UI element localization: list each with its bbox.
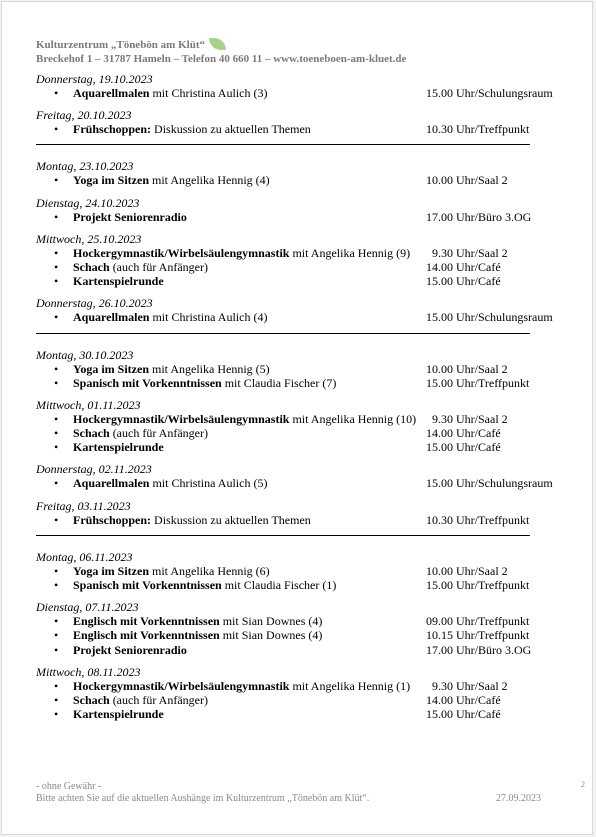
bullet-icon: • <box>54 122 59 137</box>
event-details: Diskussion zu aktuellen Themen <box>151 512 311 527</box>
event-details: (auch für Anfänger) <box>109 692 208 707</box>
event-title: Schach <box>73 259 110 274</box>
leaf-logo-icon <box>209 38 226 50</box>
event-time-location: 15.00 Uhr/Schulungsraum <box>426 476 553 491</box>
event-time-location: 9.30 Uhr/Saal 2 <box>432 245 508 260</box>
event-description <box>73 440 164 454</box>
event-description <box>73 476 267 490</box>
day-date: Mittwoch, 01.11.2023 <box>36 397 141 412</box>
event-title: Kartenspielrunde <box>73 274 164 289</box>
event-entry <box>36 173 566 187</box>
event-title: Englisch mit Vorkenntnissen <box>73 614 220 629</box>
event-details: mit Angelika Hennig (5) <box>149 361 270 376</box>
day-block <box>36 600 566 657</box>
bullet-icon: • <box>54 628 59 643</box>
document-page <box>1 1 593 835</box>
day-date: Dienstag, 07.11.2023 <box>36 600 139 615</box>
event-entry <box>36 707 566 721</box>
bullet-icon: • <box>54 426 59 441</box>
day-date: Dienstag, 24.10.2023 <box>36 195 140 210</box>
bullet-icon: • <box>54 411 59 426</box>
day-date: Montag, 30.10.2023 <box>36 347 134 362</box>
event-details: mit Angelika Hennig (6) <box>149 563 270 578</box>
disclaimer: - ohne Gewähr - <box>36 781 102 792</box>
section-divider <box>36 144 530 145</box>
event-description <box>73 362 270 376</box>
event-details: mit Christina Aulich (4) <box>149 310 268 325</box>
event-description <box>73 679 410 693</box>
event-time-location: 14.00 Uhr/Café <box>426 692 501 707</box>
event-title: Projekt Seniorenradio <box>73 642 187 657</box>
event-entry <box>36 693 566 707</box>
event-title: Projekt Seniorenradio <box>73 209 187 224</box>
event-title: Yoga im Sitzen <box>73 173 149 188</box>
event-description <box>73 693 208 707</box>
event-entry <box>36 210 566 224</box>
event-description <box>73 643 187 657</box>
day-block <box>36 398 566 455</box>
event-time-location: 17.00 Uhr/Büro 3.OG <box>426 642 532 657</box>
event-entry <box>36 578 566 592</box>
event-title: Frühschoppen: <box>73 512 152 527</box>
bullet-icon: • <box>54 361 59 376</box>
event-details: mit Sian Downes (4) <box>219 628 323 643</box>
section-divider <box>36 535 530 536</box>
day-date: Freitag, 03.11.2023 <box>36 498 131 513</box>
day-block <box>36 550 566 592</box>
event-description <box>73 578 336 592</box>
bullet-icon: • <box>54 274 59 289</box>
day-block <box>36 462 566 490</box>
event-entry <box>36 440 566 454</box>
page-number: 2 <box>581 780 585 789</box>
event-details: mit Angelika Hennig (4) <box>149 173 270 188</box>
day-block <box>36 232 566 289</box>
event-entry <box>36 310 566 324</box>
event-time-location: 14.00 Uhr/Café <box>426 426 501 441</box>
event-title: Englisch mit Vorkenntnissen <box>73 628 220 643</box>
event-time-location: 9.30 Uhr/Saal 2 <box>432 411 508 426</box>
event-description <box>73 628 322 642</box>
event-details: mit Christina Aulich (5) <box>149 476 268 491</box>
bullet-icon: • <box>54 310 59 325</box>
day-block <box>36 665 566 722</box>
event-title: Spanisch mit Vorkenntnissen <box>73 578 222 592</box>
bullet-icon: • <box>54 245 59 260</box>
event-time-location: 10.30 Uhr/Treffpunkt <box>426 122 530 137</box>
notice-text: Bitte achten Sie auf die aktuellen Aushänge im Kulturzentrum „Tönebön am Klüt“. <box>36 793 370 804</box>
bullet-icon: • <box>54 642 59 657</box>
event-title: Hockergymnastik/Wirbelsäulengymnastik <box>73 411 290 426</box>
bullet-icon: • <box>54 614 59 629</box>
day-date: Montag, 06.11.2023 <box>36 549 133 564</box>
event-entry <box>36 260 566 274</box>
event-details: mit Sian Downes (4) <box>219 614 323 629</box>
event-entry <box>36 476 566 490</box>
bullet-icon: • <box>54 375 59 390</box>
event-description <box>73 707 164 721</box>
event-description <box>73 246 410 260</box>
event-details: Diskussion zu aktuellen Themen <box>151 122 311 137</box>
day-date: Donnerstag, 19.10.2023 <box>36 72 153 86</box>
event-entry <box>36 274 566 288</box>
event-description <box>73 426 208 440</box>
event-time-location: 10.00 Uhr/Saal 2 <box>426 173 508 188</box>
event-title: Spanisch mit Vorkenntnissen <box>73 375 222 390</box>
event-title: Aquarellmalen <box>73 476 150 491</box>
event-title: Kartenspielrunde <box>73 440 164 455</box>
event-time-location: 10.15 Uhr/Treffpunkt <box>426 628 530 643</box>
bullet-icon: • <box>54 512 59 527</box>
event-title: Schach <box>73 426 110 441</box>
bullet-icon: • <box>54 440 59 455</box>
event-title: Frühschoppen: <box>73 122 152 137</box>
day-date: Mittwoch, 25.10.2023 <box>36 231 142 246</box>
day-block <box>36 296 566 324</box>
footer <box>36 781 556 805</box>
event-title: Hockergymnastik/Wirbelsäulengymnastik <box>73 245 290 260</box>
event-description <box>73 173 270 187</box>
event-title: Aquarellmalen <box>73 86 150 100</box>
event-title: Schach <box>73 692 110 707</box>
event-details: (auch für Anfänger) <box>109 426 208 441</box>
event-description <box>73 614 322 628</box>
event-time-location: 10.30 Uhr/Treffpunkt <box>426 512 530 527</box>
event-details: mit Christina Aulich (3) <box>149 86 268 100</box>
event-description <box>73 274 164 288</box>
event-time-location: 09.00 Uhr/Treffpunkt <box>426 614 530 629</box>
event-time-location: 15.00 Uhr/Café <box>426 274 501 289</box>
event-title: Kartenspielrunde <box>73 707 164 722</box>
event-description <box>73 513 311 527</box>
event-details: mit Angelika Hennig (10) <box>289 411 417 426</box>
bullet-icon: • <box>54 678 59 693</box>
event-description <box>73 310 267 324</box>
day-date: Mittwoch, 08.11.2023 <box>36 664 141 679</box>
bullet-icon: • <box>54 86 59 100</box>
event-title: Hockergymnastik/Wirbelsäulengymnastik <box>73 678 290 693</box>
day-block <box>36 108 566 136</box>
event-description <box>73 376 336 390</box>
event-entry <box>36 86 566 100</box>
day-block <box>36 159 566 187</box>
event-time-location: 15.00 Uhr/Treffpunkt <box>426 375 530 390</box>
event-details: (auch für Anfänger) <box>109 259 208 274</box>
event-entry <box>36 628 566 642</box>
day-block <box>36 348 566 390</box>
event-entry <box>36 513 566 527</box>
event-entry <box>36 362 566 376</box>
letterhead <box>36 38 406 66</box>
event-details: mit Claudia Fischer (7) <box>221 375 337 390</box>
event-details: mit Angelika Hennig (9) <box>289 245 411 260</box>
event-entry <box>36 246 566 260</box>
event-details: mit Angelika Hennig (1) <box>289 678 411 693</box>
event-schedule <box>36 72 566 729</box>
section-divider <box>36 333 530 334</box>
event-description <box>73 412 416 426</box>
bullet-icon: • <box>54 476 59 491</box>
event-entry <box>36 679 566 693</box>
event-entry <box>36 412 566 426</box>
bullet-icon: • <box>54 692 59 707</box>
event-time-location: 9.30 Uhr/Saal 2 <box>432 678 508 693</box>
day-date: Donnerstag, 02.11.2023 <box>36 462 152 477</box>
event-time-location: 10.00 Uhr/Saal 2 <box>426 563 508 578</box>
event-time-location: 15.00 Uhr/Treffpunkt <box>426 578 530 592</box>
day-block <box>36 196 566 224</box>
bullet-icon: • <box>54 578 59 592</box>
event-time-location: 15.00 Uhr/Café <box>426 440 501 455</box>
event-time-location: 15.00 Uhr/Café <box>426 707 501 722</box>
day-block <box>36 72 566 100</box>
event-title: Yoga im Sitzen <box>73 563 149 578</box>
event-description <box>73 122 311 136</box>
bullet-icon: • <box>54 707 59 722</box>
event-entry <box>36 643 566 657</box>
event-description <box>73 86 267 100</box>
event-description <box>73 564 270 578</box>
event-title: Aquarellmalen <box>73 310 150 325</box>
bullet-icon: • <box>54 173 59 188</box>
event-entry <box>36 614 566 628</box>
event-description <box>73 210 187 224</box>
event-title: Yoga im Sitzen <box>73 361 149 376</box>
event-entry <box>36 122 566 136</box>
event-time-location: 14.00 Uhr/Café <box>426 259 501 274</box>
event-description <box>73 260 208 274</box>
event-entry <box>36 564 566 578</box>
bullet-icon: • <box>54 209 59 224</box>
day-date: Donnerstag, 26.10.2023 <box>36 296 153 311</box>
org-name: Kulturzentrum „Tönebön am Klüt“ <box>36 39 205 51</box>
day-date: Freitag, 20.10.2023 <box>36 108 132 123</box>
event-time-location: 17.00 Uhr/Büro 3.OG <box>426 209 532 224</box>
day-date: Montag, 23.10.2023 <box>36 159 134 174</box>
footer-date: 27.09.2023 <box>496 793 541 804</box>
event-details: mit Claudia Fischer (1) <box>221 578 337 592</box>
org-address: Breckehof 1 – 31787 Hameln – Telefon 40 660 11 – www.toeneboen-am-kluet.de <box>36 53 407 65</box>
event-entry <box>36 376 566 390</box>
bullet-icon: • <box>54 259 59 274</box>
event-time-location: 15.00 Uhr/Schulungsraum <box>426 310 553 325</box>
event-entry <box>36 426 566 440</box>
event-time-location: 10.00 Uhr/Saal 2 <box>426 361 508 376</box>
event-time-location: 15.00 Uhr/Schulungsraum <box>426 86 553 100</box>
bullet-icon: • <box>54 563 59 578</box>
day-block <box>36 499 566 527</box>
